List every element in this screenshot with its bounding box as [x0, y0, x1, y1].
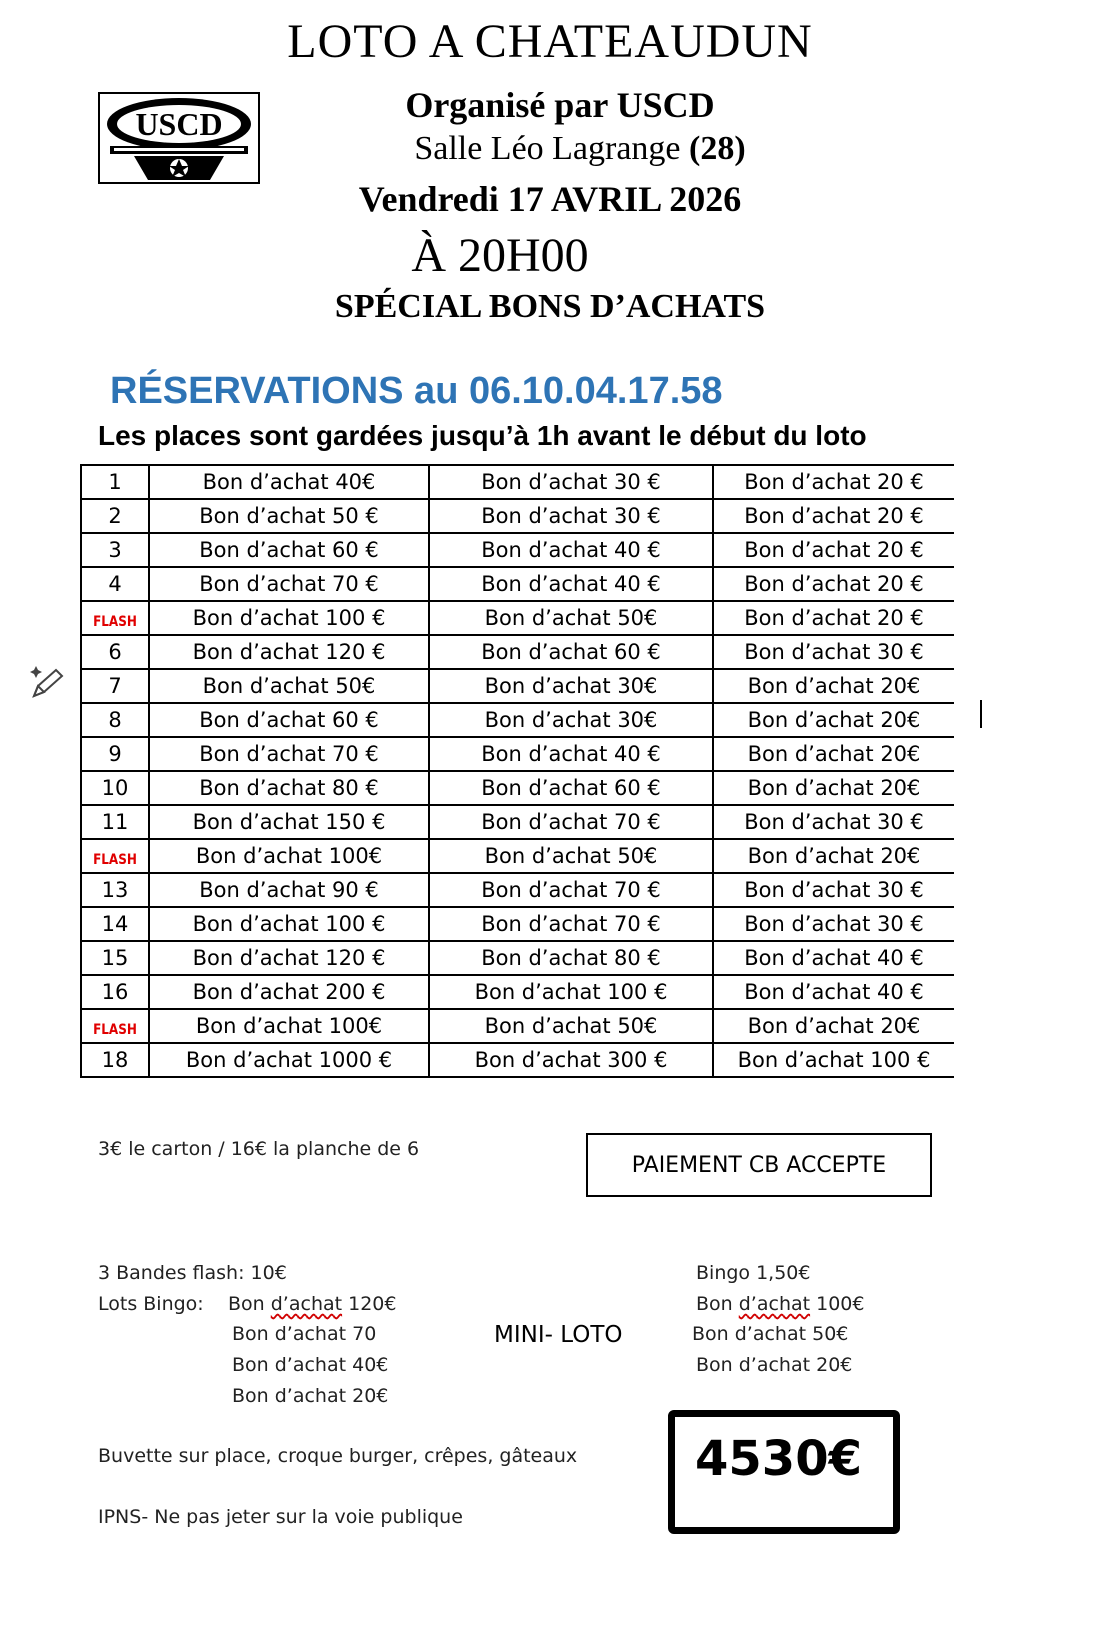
game-number-text: 2	[108, 504, 122, 528]
prize-1	[149, 601, 429, 635]
prize-3	[713, 601, 954, 635]
lots-row	[81, 873, 954, 907]
prize-1	[149, 805, 429, 839]
prize-1	[149, 907, 429, 941]
lots-bingo-item-suffix: 120€	[342, 1293, 397, 1315]
prize-3	[713, 907, 954, 941]
prize-2	[429, 941, 713, 975]
prize-2	[429, 771, 713, 805]
prize-1	[149, 703, 429, 737]
game-number-text: 9	[108, 742, 122, 766]
prize-1-text: Bon d’achat 120 €	[192, 640, 386, 664]
prize-2	[429, 737, 713, 771]
prize-1	[149, 1043, 429, 1077]
prize-1-text: Bon d’achat 70 €	[199, 572, 379, 596]
flash-label: FLASH	[93, 612, 137, 630]
flash-label: FLASH	[93, 850, 137, 868]
prize-2-text: Bon d’achat 300 €	[474, 1048, 668, 1072]
lots-row	[81, 941, 954, 975]
game-number	[81, 1009, 149, 1043]
game-number-text: 11	[101, 810, 129, 834]
prize-1-text: Bon d’achat 150 €	[192, 810, 386, 834]
prize-1	[149, 465, 429, 499]
prize-2	[429, 567, 713, 601]
prize-3-text: Bon d’achat 20 €	[744, 504, 924, 528]
lots-row	[81, 635, 954, 669]
prize-2	[429, 465, 713, 499]
game-number	[81, 499, 149, 533]
game-number-text: 16	[101, 980, 129, 1004]
lots-row	[81, 1009, 954, 1043]
prize-1	[149, 771, 429, 805]
lots-row	[81, 907, 954, 941]
prize-1	[149, 567, 429, 601]
game-number-text: 14	[101, 912, 129, 936]
prize-1-text: Bon d’achat 100€	[195, 1014, 383, 1038]
prize-2	[429, 499, 713, 533]
prize-3	[713, 805, 954, 839]
mini-loto-item-prefix: Bon	[696, 1293, 739, 1315]
lots-row	[81, 499, 954, 533]
spellcheck-word: d’achat	[270, 1293, 343, 1315]
game-number	[81, 601, 149, 635]
prize-1-text: Bon d’achat 70 €	[199, 742, 379, 766]
text-cursor	[980, 700, 982, 728]
ipns-line: IPNS- Ne pas jeter sur la voie publique	[98, 1506, 463, 1528]
lots-bingo-item: Bon d’achat 20€	[232, 1385, 389, 1407]
prize-1-text: Bon d’achat 100 €	[192, 912, 386, 936]
bandes-flash: 3 Bandes flash: 10€	[98, 1262, 287, 1284]
prize-3	[713, 567, 954, 601]
prize-3	[713, 703, 954, 737]
prize-1-text: Bon d’achat 50 €	[199, 504, 379, 528]
prize-3-text: Bon d’achat 30 €	[744, 640, 924, 664]
prize-3-text: Bon d’achat 40 €	[744, 980, 924, 1004]
prize-2	[429, 635, 713, 669]
lots-row	[81, 805, 954, 839]
venue-department: (28)	[689, 130, 746, 167]
prize-1-text: Bon d’achat 100€	[195, 844, 383, 868]
prize-3	[713, 635, 954, 669]
prize-1-text: Bon d’achat 60 €	[199, 708, 379, 732]
event-time: À 20H00	[411, 229, 589, 282]
prize-2-text: Bon d’achat 30€	[484, 674, 658, 698]
prize-2-text: Bon d’achat 40 €	[481, 742, 661, 766]
prize-1-text: Bon d’achat 90 €	[199, 878, 379, 902]
prize-2-text: Bon d’achat 100 €	[474, 980, 668, 1004]
prize-3	[713, 1043, 954, 1077]
prize-3-text: Bon d’achat 20 €	[744, 572, 924, 596]
reservation-phone: RÉSERVATIONS au 06.10.04.17.58	[110, 370, 723, 412]
game-number-text: 18	[101, 1048, 129, 1072]
game-number-text: 7	[108, 674, 122, 698]
prize-2-text: Bon d’achat 50€	[484, 1014, 658, 1038]
prize-2	[429, 703, 713, 737]
prize-1-text: Bon d’achat 40€	[202, 470, 376, 494]
game-number-text: 1	[108, 470, 122, 494]
game-number-text: 10	[101, 776, 129, 800]
buvette-line: Buvette sur place, croque burger, crêpes, gâteaux	[98, 1445, 578, 1467]
lots-row	[81, 533, 954, 567]
prize-2-text: Bon d’achat 40 €	[481, 572, 661, 596]
prize-1	[149, 533, 429, 567]
prize-3-text: Bon d’achat 20 €	[744, 606, 924, 630]
prize-2	[429, 601, 713, 635]
reservation-note: Les places sont gardées jusqu’à 1h avant le début du loto	[98, 420, 867, 451]
lots-bingo-item	[228, 1293, 396, 1315]
lots-bingo-item: Bon d’achat 40€	[232, 1354, 389, 1376]
game-number	[81, 771, 149, 805]
game-number	[81, 873, 149, 907]
prize-3-text: Bon d’achat 20€	[747, 674, 921, 698]
prize-3-text: Bon d’achat 20 €	[744, 538, 924, 562]
mini-loto-item: Bon d’achat 50€	[692, 1323, 849, 1345]
lots-row	[81, 975, 954, 1009]
prize-2-text: Bon d’achat 80 €	[481, 946, 661, 970]
prize-3	[713, 839, 954, 873]
prize-3	[713, 975, 954, 1009]
lots-bingo-label: Lots Bingo:	[98, 1293, 204, 1315]
game-number-text: 4	[108, 572, 122, 596]
lots-row	[81, 465, 954, 499]
prize-3	[713, 873, 954, 907]
mini-bingo-price: Bingo 1,50€	[696, 1262, 811, 1284]
prize-1-text: Bon d’achat 120 €	[192, 946, 386, 970]
lots-row	[81, 703, 954, 737]
prize-3-text: Bon d’achat 20€	[747, 1014, 921, 1038]
prize-3-text: Bon d’achat 20€	[747, 776, 921, 800]
prize-1-text: Bon d’achat 50€	[202, 674, 376, 698]
prize-2-text: Bon d’achat 70 €	[481, 912, 661, 936]
flash-label: FLASH	[93, 1020, 137, 1038]
prize-1	[149, 669, 429, 703]
prize-3	[713, 669, 954, 703]
prize-2-text: Bon d’achat 40 €	[481, 538, 661, 562]
prize-2-text: Bon d’achat 30 €	[481, 504, 661, 528]
prize-2-text: Bon d’achat 60 €	[481, 640, 661, 664]
game-number	[81, 567, 149, 601]
prize-3	[713, 533, 954, 567]
prize-2	[429, 533, 713, 567]
prize-2	[429, 873, 713, 907]
game-number	[81, 465, 149, 499]
mini-loto-item	[696, 1293, 864, 1315]
prize-3	[713, 771, 954, 805]
prize-1-text: Bon d’achat 100 €	[192, 606, 386, 630]
logo-lettering: USCD	[135, 106, 223, 142]
total-prizes-box	[668, 1410, 900, 1534]
spellcheck-word: d’achat	[738, 1293, 811, 1315]
payment-label: PAIEMENT CB ACCEPTE	[631, 1152, 887, 1178]
mini-loto-label: MINI- LOTO	[494, 1322, 623, 1348]
prize-2	[429, 805, 713, 839]
prize-2	[429, 1043, 713, 1077]
lots-bingo-item: Bon d’achat 70	[232, 1323, 377, 1345]
prize-2-text: Bon d’achat 70 €	[481, 810, 661, 834]
prize-1-text: Bon d’achat 1000 €	[185, 1048, 393, 1072]
prize-3-text: Bon d’achat 20€	[747, 742, 921, 766]
organizer-line: Organisé par USCD	[405, 85, 715, 125]
lots-row	[81, 771, 954, 805]
prize-2	[429, 1009, 713, 1043]
game-number	[81, 941, 149, 975]
lots-row	[81, 1043, 954, 1077]
prize-1	[149, 941, 429, 975]
prize-1	[149, 737, 429, 771]
prize-3-text: Bon d’achat 40 €	[744, 946, 924, 970]
mini-loto-item: Bon d’achat 20€	[696, 1354, 853, 1376]
lots-row	[81, 601, 954, 635]
prize-1	[149, 873, 429, 907]
prize-2	[429, 839, 713, 873]
lots-row	[81, 839, 954, 873]
prize-2-text: Bon d’achat 30 €	[481, 470, 661, 494]
prize-3-text: Bon d’achat 30 €	[744, 810, 924, 834]
prize-2	[429, 907, 713, 941]
prize-2-text: Bon d’achat 60 €	[481, 776, 661, 800]
event-date: Vendredi 17 AVRIL 2026	[358, 179, 742, 219]
game-number	[81, 635, 149, 669]
mini-loto-item-suffix: 100€	[810, 1293, 865, 1315]
game-number	[81, 839, 149, 873]
game-number-text: 15	[101, 946, 129, 970]
prize-2	[429, 669, 713, 703]
prize-1-text: Bon d’achat 60 €	[199, 538, 379, 562]
prize-3-text: Bon d’achat 20 €	[744, 470, 924, 494]
carton-pricing: 3€ le carton / 16€ la planche de 6	[98, 1138, 420, 1160]
prize-3-text: Bon d’achat 30 €	[744, 912, 924, 936]
lots-row	[81, 669, 954, 703]
prize-1-text: Bon d’achat 200 €	[192, 980, 386, 1004]
prize-3-text: Bon d’achat 100 €	[737, 1048, 931, 1072]
prize-3	[713, 465, 954, 499]
game-number-text: 6	[108, 640, 122, 664]
game-number	[81, 669, 149, 703]
prize-3	[713, 737, 954, 771]
game-number-text: 8	[108, 708, 122, 732]
prize-2-text: Bon d’achat 50€	[484, 844, 658, 868]
prize-3	[713, 941, 954, 975]
prize-3	[713, 1009, 954, 1043]
prize-2	[429, 975, 713, 1009]
poster-title: LOTO A CHATEAUDUN	[287, 15, 813, 68]
prize-1-text: Bon d’achat 80 €	[199, 776, 379, 800]
total-prizes: 4530€	[695, 1431, 862, 1487]
venue-name: Salle Léo Lagrange	[414, 130, 681, 167]
game-number	[81, 703, 149, 737]
prize-3-text: Bon d’achat 20€	[747, 844, 921, 868]
prize-3-text: Bon d’achat 30 €	[744, 878, 924, 902]
game-number	[81, 737, 149, 771]
venue-line	[0, 130, 1100, 168]
prize-2-text: Bon d’achat 50€	[484, 606, 658, 630]
prize-1	[149, 839, 429, 873]
lots-row	[81, 567, 954, 601]
game-number	[81, 533, 149, 567]
prize-1	[149, 635, 429, 669]
game-number-text: 3	[108, 538, 122, 562]
prize-3	[713, 499, 954, 533]
prize-3-text: Bon d’achat 20€	[747, 708, 921, 732]
lots-row	[81, 737, 954, 771]
prize-2-text: Bon d’achat 30€	[484, 708, 658, 732]
lots-table	[80, 464, 954, 1078]
prize-1	[149, 499, 429, 533]
game-number	[81, 1043, 149, 1077]
prize-2-text: Bon d’achat 70 €	[481, 878, 661, 902]
game-number	[81, 805, 149, 839]
payment-box	[586, 1133, 932, 1197]
prize-1	[149, 1009, 429, 1043]
prize-1	[149, 975, 429, 1009]
lots-bingo-item-prefix: Bon	[228, 1293, 271, 1315]
game-number	[81, 907, 149, 941]
game-number-text: 13	[101, 878, 129, 902]
pen-edit-icon[interactable]	[28, 664, 66, 702]
special-heading: SPÉCIAL BONS D’ACHATS	[334, 288, 766, 325]
game-number	[81, 975, 149, 1009]
